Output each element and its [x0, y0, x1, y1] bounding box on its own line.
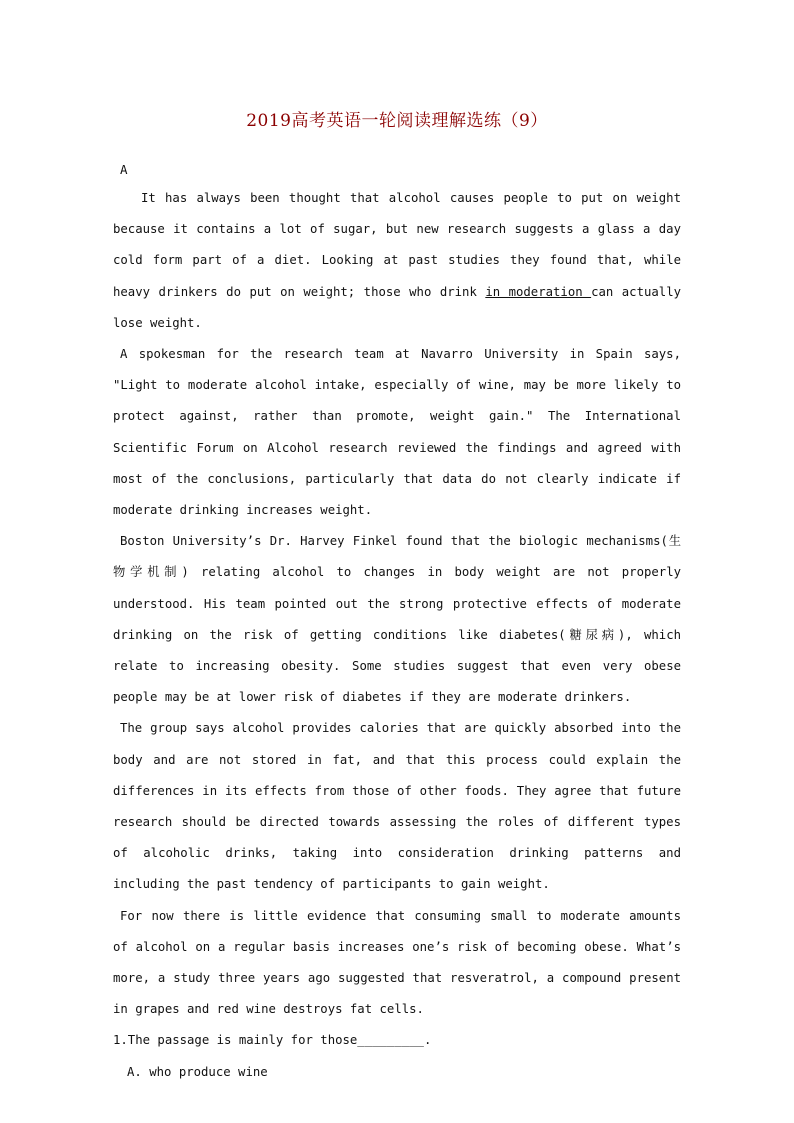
paragraph-1 — [113, 183, 681, 339]
document-title: 2019高考英语一轮阅读理解选练（9） — [246, 111, 548, 131]
question-1-stem: 1.The passage is mainly for those_________. — [113, 1033, 432, 1048]
paragraph-3: Boston University’s Dr. Harvey Finkel found that the biologic mechanisms(生物学机制) relating alcohol to changes in body weight are not properly understood. His team pointed out the strong protective effects of moderate drinking on the risk of getting conditions like diabetes(糖尿病), which relate to increasing obesity. Some studies suggest that even very obese people may be at lower risk of diabetes if they are moderate drinkers. — [113, 534, 681, 705]
paragraph-4: The group says alcohol provides calories that are quickly absorbed into the body and are not stored in fat, and that this process could explain the differences in its effects from those of other foods. They agree that future research should be directed towards assessing the roles of different types of alcoholic drinks, taking into consideration drinking patterns and including the past tendency of participants to gain weight. — [113, 721, 681, 892]
paragraph-1-text-after: can actually lose weight. — [113, 284, 682, 330]
question-1-option-a: A. who produce wine — [127, 1064, 268, 1079]
section-label: A — [120, 162, 128, 177]
passage-body — [113, 183, 681, 1088]
paragraph-1-text-before: It has always been thought that alcohol causes people to put on weight because it contains a lot of sugar, but new research suggests a glass a day cold form part of a diet. Looking at past studies they found that, while heavy drinkers do put on weight; those who drink — [113, 191, 681, 299]
paragraph-5: For now there is little evidence that consuming small to moderate amounts of alcohol on a regular basis increases one’s risk of becoming obese. What’s more, a study three years ago suggested that resveratrol, a compound present in grapes and red wine destroys fat cells. — [113, 908, 681, 1017]
underlined-phrase: in moderation — [485, 284, 592, 299]
paragraph-2: A spokesman for the research team at Navarro University in Spain says, "Light to moderate alcohol intake, especially of wine, may be more likely to protect against, rather than promote, weight gain." The International Scientific Forum on Alcohol research reviewed the findings and agreed with most of the conclusions, particularly that data do not clearly indicate if moderate drinking increases weight. — [113, 347, 681, 518]
